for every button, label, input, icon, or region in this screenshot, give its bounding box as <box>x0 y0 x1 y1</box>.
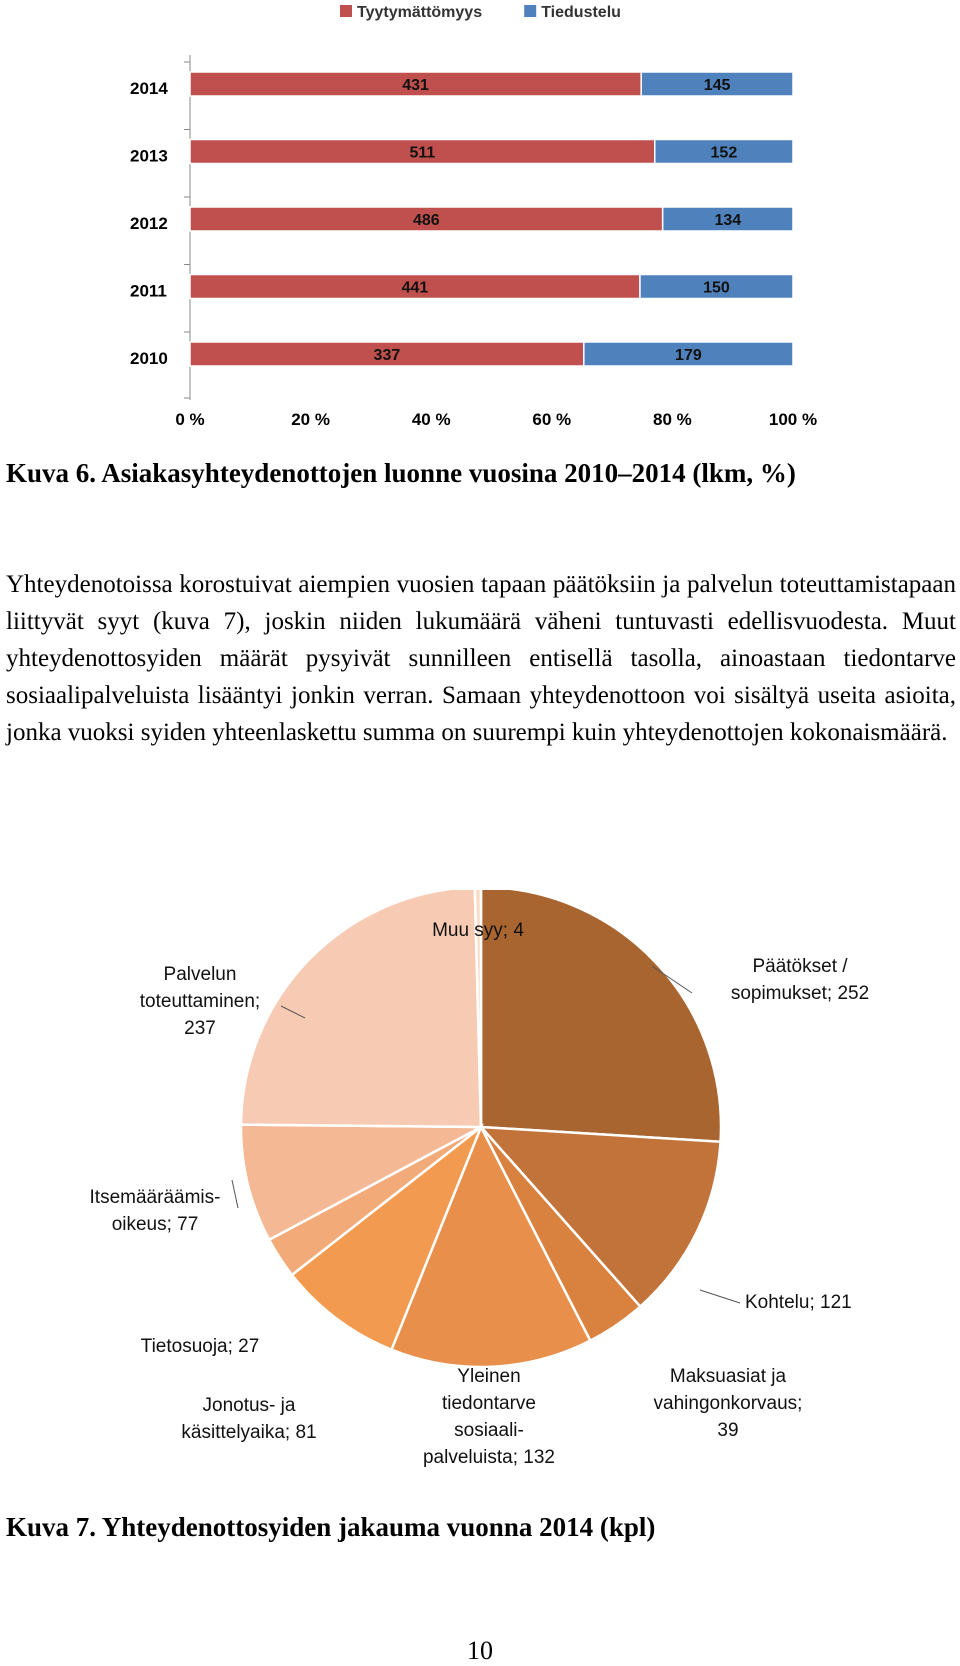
body-paragraph: Yhteydenotoissa korostuivat aiempien vuosien tapaan päätöksiin ja palvelun toteuttamistapaan liittyvät syyt (kuva 7), joskin niiden lukumäärä väheni tuntuvasti edellisvuodesta. Muut yhteydenottosyiden määrät pysyivät sunnilleen entisellä tasolla, ainoastaan tiedontarve sosiaalipalveluista lisääntyi jonkin verran. Samaan yhteydenottoon voi sisältyä useita asioita, jonka vuoksi syiden yhteenlaskettu summa on suurempi kuin yhteydenottojen kokonaismäärä. <box>6 571 956 746</box>
data-label: 150 <box>703 279 730 297</box>
leader-line <box>232 1180 238 1208</box>
figure-caption-2: Kuva 7. Yhteydenottosyiden jakauma vuonna 2014 (kpl) <box>6 1512 656 1542</box>
data-label: 152 <box>710 144 738 162</box>
data-label: 486 <box>412 212 440 229</box>
slice-label: Maksuasiat ja vahingonkorvaus; 39 <box>653 1366 803 1441</box>
x-tick-label: 100 % <box>768 410 818 429</box>
figure-caption-1: Kuva 6. Asiakasyhteydenottojen luonne vuosina 2010–2014 (lkm, %) <box>6 458 796 488</box>
slice-label: Yleinen tiedontarve sosiaali-palveluista; 132 <box>422 1366 556 1468</box>
pie-chart <box>0 890 960 1490</box>
data-label: 179 <box>675 347 702 364</box>
slice-label: Itsemääräämis-oikeus; 77 <box>89 1187 221 1235</box>
y-tick-label: 2014 <box>130 79 168 98</box>
slice-label: Palvelun toteuttaminen; 237 <box>139 964 261 1039</box>
x-tick-label: 20 % <box>291 410 330 429</box>
y-tick-label: 2012 <box>130 214 168 233</box>
slice-label: Päätökset / sopimukset; 252 <box>730 956 870 1004</box>
leader-line <box>700 1290 740 1303</box>
slice-label: Kohtelu; 121 <box>745 1292 852 1313</box>
bar-chart <box>0 0 960 440</box>
y-tick-label: 2013 <box>130 146 168 166</box>
y-tick-label: 2010 <box>130 349 168 368</box>
data-label: 511 <box>409 144 436 162</box>
x-tick-label: 60 % <box>532 410 572 429</box>
x-tick-label: 80 % <box>653 410 692 429</box>
y-tick-label: 2011 <box>130 281 167 301</box>
slice-label: Jonotus- ja käsittelyaika; 81 <box>181 1395 317 1443</box>
legend-label-0: Tyytymättömyys <box>357 4 483 21</box>
legend-label-1: Tiedustelu <box>541 4 621 21</box>
x-tick-label: 0 % <box>175 410 205 429</box>
legend-swatch-1 <box>524 5 536 17</box>
data-label: 145 <box>703 77 731 94</box>
slice-label: Muu syy; 4 <box>432 920 524 941</box>
data-label: 441 <box>401 279 429 297</box>
data-label: 431 <box>402 77 429 94</box>
data-label: 134 <box>714 212 742 229</box>
x-tick-label: 40 % <box>411 410 451 429</box>
page-number: 10 <box>467 1636 493 1665</box>
legend-swatch-0 <box>340 5 352 17</box>
slice-label: Tietosuoja; 27 <box>140 1336 260 1357</box>
data-label: 337 <box>373 347 401 364</box>
